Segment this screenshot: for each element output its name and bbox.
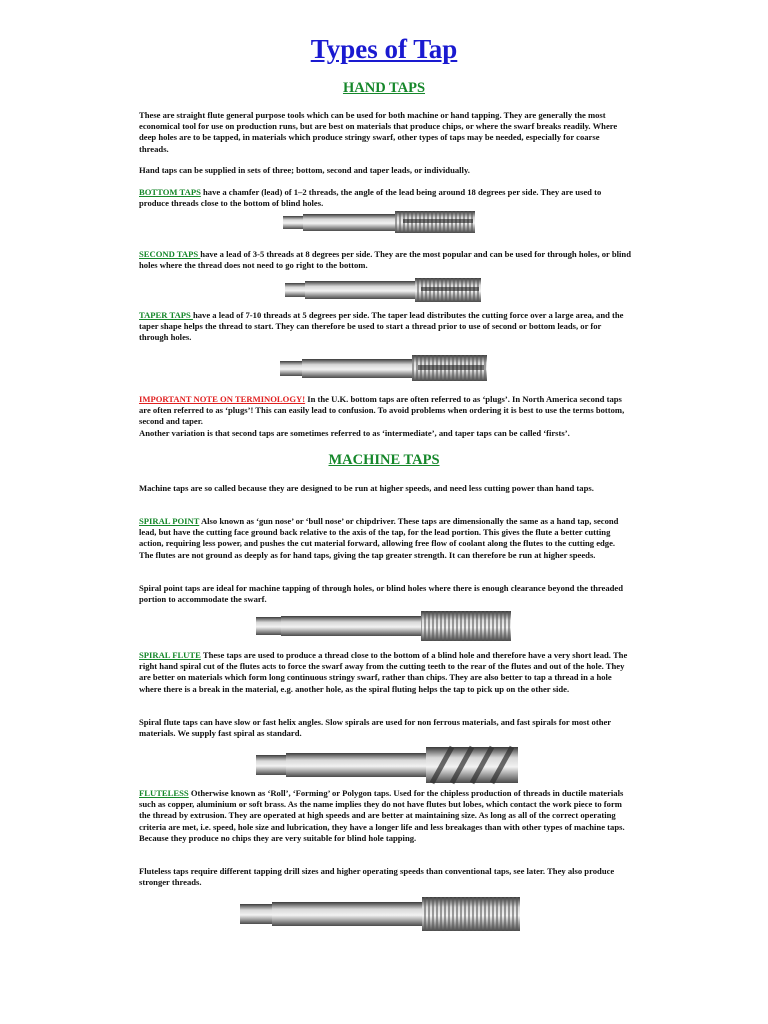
spiral-flute-text: These taps are used to produce a thread close to the bottom of a blind hole and therefore have a very short lead. The right hand spiral cut of the flutes acts to force the swarf away from the cutting teeth to the rear of the flutes and out of the hole. They are better on materials which form long continuous stringy swarf, rather than chips. They are also better to tap a thread in a hole where there is a break in the material, e.g. another hole, as the spiral fluting helps the tap to pick up on the other side. <box>139 650 628 694</box>
spiral-point-paragraph-2: Spiral point taps are ideal for machine tapping of through holes, or blind holes where there is enough clearance beyond the threaded portion to accommodate the swarf. <box>139 583 623 605</box>
terminology-note-term: IMPORTANT NOTE ON TERMINOLOGY! <box>139 394 306 404</box>
second-taps-text: have a lead of 3-5 threads at 8 degrees per side. They are the most popular and can be used for through holes, or blind holes where the thread does not need to go right to the bottom. <box>139 249 631 271</box>
bottom-tap-photo <box>283 207 483 237</box>
taper-taps-term: TAPER TAPS <box>139 310 193 320</box>
taper-tap-photo <box>280 351 490 385</box>
spiral-flute-paragraph <box>139 650 631 695</box>
machine-intro-paragraph: Machine taps are so called because they are designed to be run at higher speeds, and need less cutting power than hand taps. <box>139 483 594 493</box>
bottom-taps-text: have a chamfer (lead) of 1–2 threads, the angle of the lead being around 18 degrees per side. They are used to produce threads close to the bottom of blind holes. <box>139 187 602 209</box>
terminology-note-text2: Another variation is that second taps are sometimes referred to as ‘intermediate’, and taper taps can be called ‘firsts’. <box>139 427 570 438</box>
terminology-note-paragraph <box>139 394 631 439</box>
spiral-point-text: Also known as ‘gun nose’ or ‘bull nose’ or chipdriver. These taps are dimensionally the same as a hand tap, second lead, but have the cutting face ground back relative to the axis of the tap, for the lead portion. This gives the flute a better cutting action, requiring less power, and pushes the cut material forward, allowing free flow of coolant along the flutes to the cutting edge. The flutes are not ground as deeply as for hand taps, giving the tap greater strength. It can therefore be run at higher speeds. <box>139 516 619 560</box>
machine-taps-heading: MACHINE TAPS <box>328 452 440 468</box>
fluteless-tap-photo <box>240 893 525 935</box>
spiral-flute-term: SPIRAL FLUTE <box>139 650 201 660</box>
page-title: Types of Tap <box>310 34 458 64</box>
fluteless-text: Otherwise known as ‘Roll’, ‘Forming’ or Polygon taps. Used for the chipless production of threads in ductile materials such as copper, aluminium or soft brass. As the name implies they do not have flutes but lobes, which contact the work piece to form the thread by extrusion. They are operated at high speeds and are better at maintaining size. As long as all of the correct operating criteria are met, i.e. speed, hole size and lubrication, they have a longer life and less breakages than with other types of machine taps. Because they produce no chips they are very suitable for blind hole tapping. <box>139 788 625 843</box>
intro-paragraph: These are straight flute general purpose tools which can be used for both machine or hand tapping. They are generally the most economical tool for use on production runs, but are best on materials that produce chips, or where the swarf breaks readily. Where deep holes are to be tapped, in materials which produce stringy swarf, other types of taps may be needed, especially for coarse threads. <box>139 110 618 154</box>
sets-paragraph: Hand taps can be supplied in sets of three; bottom, second and taper leads, or individually. <box>139 165 470 175</box>
spiral-point-tap-photo <box>256 607 516 645</box>
taper-taps-text: have a lead of 7-10 threads at 5 degrees per side. The taper lead distributes the cutting force over a large area, and the taper shape helps the thread to start. They can therefore be used to start a thread prior to use of second or bottom leads, or for through holes. <box>139 310 624 343</box>
spiral-point-paragraph <box>139 516 631 561</box>
spiral-flute-paragraph-2: Spiral flute taps can have slow or fast helix angles. Slow spirals are used for non ferrous materials, and fast spirals for most other materials. We supply fast spiral as standard. <box>139 717 611 739</box>
second-tap-photo <box>285 274 485 306</box>
fluteless-paragraph <box>139 788 631 844</box>
second-taps-paragraph <box>139 249 631 271</box>
fluteless-term: FLUTELESS <box>139 788 189 798</box>
taper-taps-paragraph <box>139 310 631 344</box>
hand-taps-heading: HAND TAPS <box>342 80 426 96</box>
fluteless-paragraph-2: Fluteless taps require different tapping drill sizes and higher operating speeds than conventional taps, see later. They also produce stronger threads. <box>139 866 615 888</box>
terminology-note-text: In the U.K. bottom taps are often referred to as ‘plugs’. In North America second taps are often referred to as ‘plugs’! This can easily lead to confusion. To avoid problems when ordering it is best to use the terms bottom, second and taper. <box>139 394 625 427</box>
spiral-point-term: SPIRAL POINT <box>139 516 200 526</box>
spiral-flute-tap-photo <box>256 743 521 787</box>
second-taps-term: SECOND TAPS <box>139 249 201 259</box>
bottom-taps-term: BOTTOM TAPS <box>139 187 201 197</box>
